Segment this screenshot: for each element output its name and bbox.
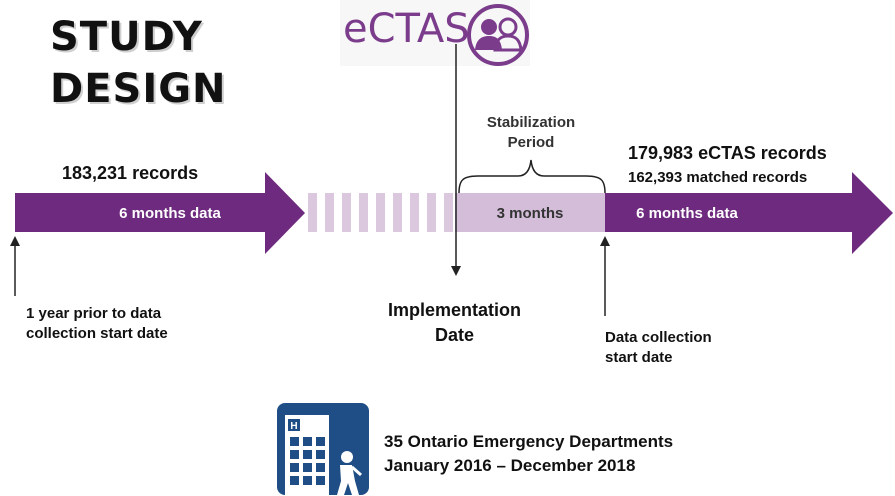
implementation-arrowhead bbox=[451, 266, 461, 276]
post-period-records-line1: 179,983 eCTAS records bbox=[628, 143, 827, 163]
post-period-bar-label: 6 months data bbox=[636, 205, 738, 222]
hospital-patient-icon bbox=[277, 403, 369, 495]
left-marker-label: 1 year prior to data collection start date bbox=[26, 305, 168, 342]
implementation-label: Implementation Date bbox=[387, 300, 521, 345]
stabilization-brace bbox=[459, 160, 605, 193]
title-line-1: STUDY bbox=[50, 14, 203, 60]
data-collection-label: Data collection start date bbox=[605, 329, 712, 366]
data-collection-arrowhead bbox=[600, 236, 610, 246]
stabilization-bar-label: 3 months bbox=[496, 205, 564, 222]
left-marker-arrowhead bbox=[10, 236, 20, 246]
post-period-records-line2: 162,393 matched records bbox=[628, 169, 808, 186]
svg-text:H: H bbox=[290, 421, 298, 432]
pre-period-bar-label: 6 months data bbox=[119, 205, 221, 222]
logo-text: eCTAS bbox=[343, 6, 470, 52]
title-line-2: DESIGN bbox=[50, 66, 227, 112]
stabilization-title: Stabilization Period bbox=[486, 114, 576, 151]
pre-period-records: 183,231 records bbox=[62, 163, 199, 183]
setting-line2: January 2016 – December 2018 bbox=[384, 456, 636, 475]
transition-stripes bbox=[308, 193, 453, 232]
setting-line1: 35 Ontario Emergency Departments bbox=[384, 432, 674, 451]
